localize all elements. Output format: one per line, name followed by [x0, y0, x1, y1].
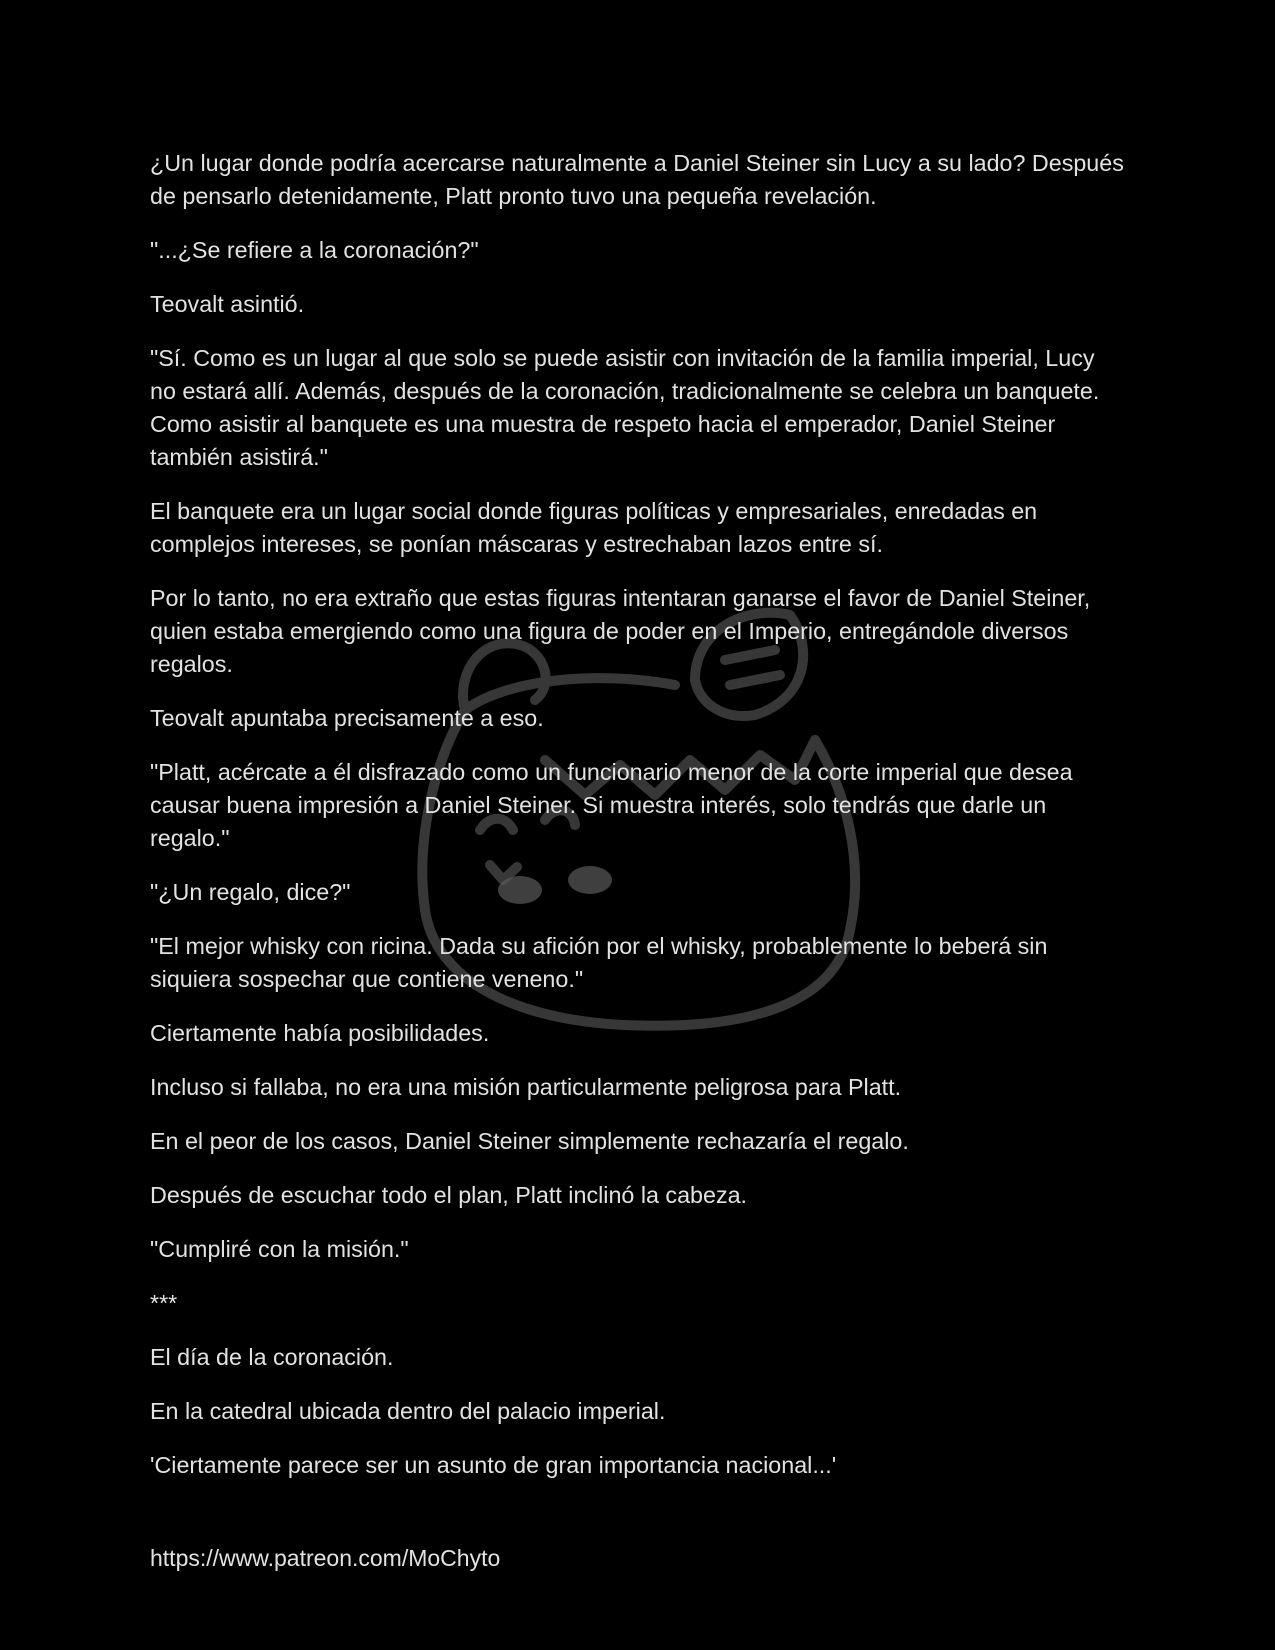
paragraph: "...¿Se refiere a la coronación?": [150, 237, 479, 263]
paragraph: ¿Un lugar donde podría acercarse naturalmente a Daniel Steiner sin Lucy a su lado? Después de pensarlo detenidamente, Platt pronto tuvo una pequeña revelación.: [150, 150, 1124, 209]
patreon-link[interactable]: https://www.patreon.com/MoChyto: [150, 1545, 501, 1571]
paragraph: "El mejor whisky con ricina. Dada su afición por el whisky, probablemente lo beberá sin siquiera sospechar que contiene veneno.": [150, 933, 1048, 992]
paragraph: Después de escuchar todo el plan, Platt inclinó la cabeza.: [150, 1182, 748, 1208]
paragraph: Incluso si fallaba, no era una misión particularmente peligrosa para Platt.: [150, 1074, 902, 1100]
paragraph: El banquete era un lugar social donde figuras políticas y empresariales, enredadas en complejos intereses, se ponían máscaras y estrechaban lazos entre sí.: [150, 498, 1038, 557]
paragraph: En el peor de los casos, Daniel Steiner simplemente rechazaría el regalo.: [150, 1128, 909, 1154]
paragraph: Ciertamente había posibilidades.: [150, 1020, 490, 1046]
paragraph: "Sí. Como es un lugar al que solo se puede asistir con invitación de la familia imperial, Lucy no estará allí. Además, después de la coronación, tradicionalmente se celebra un banquete. Como asistir al banquete es una muestra de respeto hacia el emperador, Daniel Steiner también asistirá.": [150, 345, 1100, 470]
paragraph: "Platt, acércate a él disfrazado como un funcionario menor de la corte imperial que desea causar buena impresión a Daniel Steiner. Si muestra interés, solo tendrás que darle un regalo.": [150, 759, 1073, 851]
scene-break: ***: [150, 1290, 178, 1316]
body-text: [150, 147, 1125, 1503]
paragraph: El día de la coronación.: [150, 1344, 394, 1370]
paragraph: Por lo tanto, no era extraño que estas figuras intentaran ganarse el favor de Daniel Steiner, quien estaba emergiendo como una figura de poder en el Imperio, entregándole diversos regalos.: [150, 585, 1091, 677]
paragraph: Teovalt apuntaba precisamente a eso.: [150, 705, 544, 731]
paragraph: "Cumpliré con la misión.": [150, 1236, 409, 1262]
paragraph: En la catedral ubicada dentro del palacio imperial.: [150, 1398, 666, 1424]
paragraph: Teovalt asintió.: [150, 291, 305, 317]
paragraph: "¿Un regalo, dice?": [150, 879, 351, 905]
paragraph: 'Ciertamente parece ser un asunto de gran importancia nacional...': [150, 1452, 837, 1478]
